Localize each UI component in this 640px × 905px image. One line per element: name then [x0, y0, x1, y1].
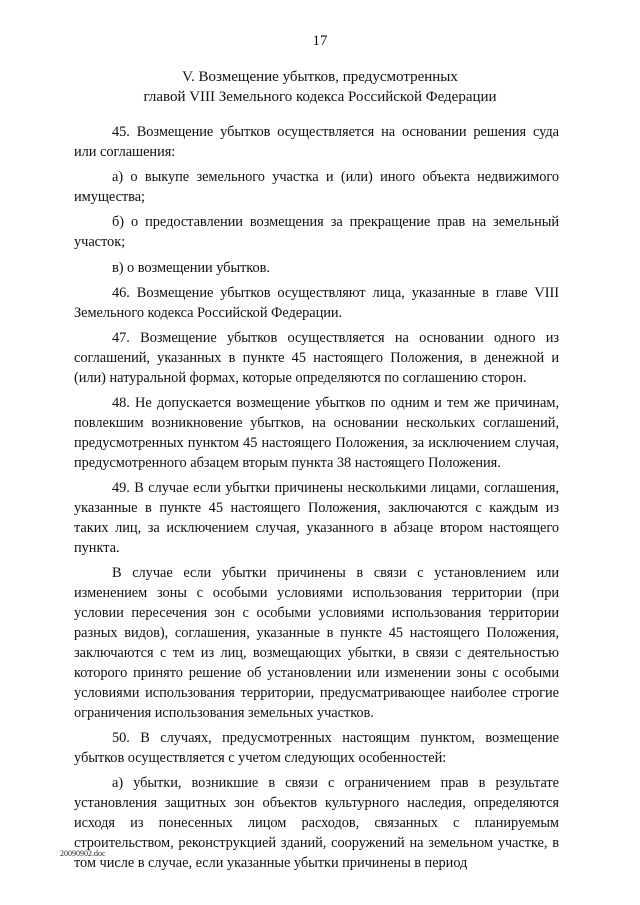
paragraph-45-a: а) о выкупе земельного участка и (или) иного объекта недвижимого имущества; [74, 169, 559, 206]
paragraph-46: 46. Возмещение убытков осуществляют лица, указанные в главе VIII Земельного кодекса Российской Федерации. [74, 284, 559, 321]
paragraph-49: 49. В случае если убытки причинены несколькими лицами, соглашения, указанные в пункте 45 настоящего Положения, заключаются с каждым из таких лиц, за исключением случая, указанного в абзаце втором настоящего пункта. [74, 480, 559, 556]
section-heading [0, 67, 640, 107]
paragraph-45: 45. Возмещение убытков осуществляется на основании решения суда или соглашения: [74, 124, 559, 160]
paragraph-48: 48. Не допускается возмещение убытков по одним и тем же причинам, повлекшим возникновение убытков, на основании нескольких соглашений, предусмотренных пунктом 45 настоящего Положения, за исключением случая, предусмотренного абзацем вторым пункта 38 настоящего Положения. [74, 395, 559, 471]
paragraph-47: 47. Возмещение убытков осуществляется на основании одного из соглашений, указанных в пункте 45 настоящего Положения, в денежной и (или) натуральной формах, которые определяются по соглашению сторон. [74, 330, 559, 386]
paragraph-45-b: б) о предоставлении возмещения за прекращение прав на земельный участок; [74, 214, 559, 251]
section-heading-line-2: главой VIII Земельного кодекса Российской Федерации [143, 89, 497, 105]
page-number: 17 [312, 33, 328, 49]
paragraph-50: 50. В случаях, предусмотренных настоящим пунктом, возмещение убытков осуществляется с учетом следующих особенностей: [74, 729, 559, 766]
paragraph-45-v: в) о возмещении убытков. [112, 259, 270, 276]
paragraph-50-a: а) убытки, возникшие в связи с ограничением прав в результате установления защитных зон объектов культурного наследия, определяются исходя из понесенных лицом расходов, связанных с планируемым строительством, реконструкцией зданий, сооружений на земельном участке, в том числе в случае, если указанные убытки причинены в период [74, 775, 559, 871]
section-heading-line-1: V. Возмещение убытков, предусмотренных [182, 69, 458, 85]
footer-filename: 20090902.doc [60, 849, 106, 858]
body-text [74, 123, 559, 879]
paragraph-49-part-2: В случае если убытки причинены в связи с установлением или изменением зоны с особыми условиями использования территории (при условии пересечения зон с особыми условиями использования территории разных видов), соглашения, указанные в пункте 45 настоящего Положения, заключаются с тем из лиц, возмещающих убытки, в связи с деятельностью которого принято решение об установлении или изменении зоны с особыми условиями использования территории, предусматривающее наиболее строгие ограничения использования земельных участков. [74, 565, 559, 721]
